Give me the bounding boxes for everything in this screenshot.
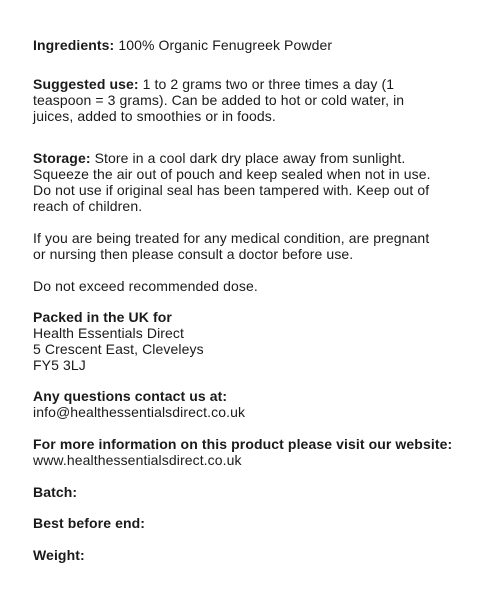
medical-warning-section xyxy=(33,230,473,262)
weight-label-text: Weight: xyxy=(33,547,85,563)
packed-postcode: FY5 3LJ xyxy=(33,357,86,373)
questions-heading xyxy=(33,388,473,404)
ingredients-heading: Ingredients: xyxy=(33,37,115,53)
packed-section xyxy=(33,309,473,373)
more-info-heading xyxy=(33,436,473,452)
batch-label xyxy=(33,484,473,500)
questions-heading-text: Any questions contact us at: xyxy=(33,388,228,404)
suggested-use-heading: Suggested use: xyxy=(33,76,139,92)
storage-text-2: Squeeze the air out of pouch and keep sealed when not in use. xyxy=(33,166,431,182)
storage-line-1 xyxy=(33,150,473,166)
questions-email: info@healthessentialsdirect.co.uk xyxy=(33,404,246,420)
more-info-heading-text: For more information on this product please visit our website: xyxy=(33,436,453,452)
ingredients-text: 100% Organic Fenugreek Powder xyxy=(118,37,333,53)
dose-warning-section xyxy=(33,278,473,294)
questions-section xyxy=(33,388,473,420)
packed-address: 5 Crescent East, Cleveleys xyxy=(33,341,204,357)
packed-heading-text: Packed in the UK for xyxy=(33,309,172,325)
more-info-website: www.healthessentialsdirect.co.uk xyxy=(33,452,242,468)
ingredients-section xyxy=(33,37,473,53)
storage-text-1: Store in a cool dark dry place away from sunlight. xyxy=(94,150,406,166)
suggested-use-text-3: juices, added to smoothies or in foods. xyxy=(33,108,276,124)
batch-section xyxy=(33,484,473,500)
packed-company: Health Essentials Direct xyxy=(33,325,185,341)
suggested-use-line-1 xyxy=(33,76,473,92)
storage-text-4: reach of children. xyxy=(33,198,143,214)
suggested-use-section xyxy=(33,76,473,124)
storage-text-3: Do not use if original seal has been tampered with. Keep out of xyxy=(33,182,430,198)
storage-heading: Storage: xyxy=(33,150,91,166)
best-before-label xyxy=(33,515,473,531)
more-info-section xyxy=(33,436,473,468)
ingredients-line xyxy=(33,37,473,53)
medical-warning-text-2: or nursing then please consult a doctor before use. xyxy=(33,246,354,262)
weight-section xyxy=(33,547,473,563)
medical-warning-text-1: If you are being treated for any medical condition, are pregnant xyxy=(33,230,430,246)
dose-warning-text: Do not exceed recommended dose. xyxy=(33,278,258,294)
suggested-use-text-1: 1 to 2 grams two or three times a day (1 xyxy=(142,76,395,92)
batch-label-text: Batch: xyxy=(33,484,78,500)
suggested-use-text-2: teaspoon = 3 grams). Can be added to hot or cold water, in xyxy=(33,92,405,108)
weight-label xyxy=(33,547,473,563)
storage-section xyxy=(33,150,473,214)
best-before-section xyxy=(33,515,473,531)
packed-heading xyxy=(33,309,473,325)
best-before-label-text: Best before end: xyxy=(33,515,146,531)
